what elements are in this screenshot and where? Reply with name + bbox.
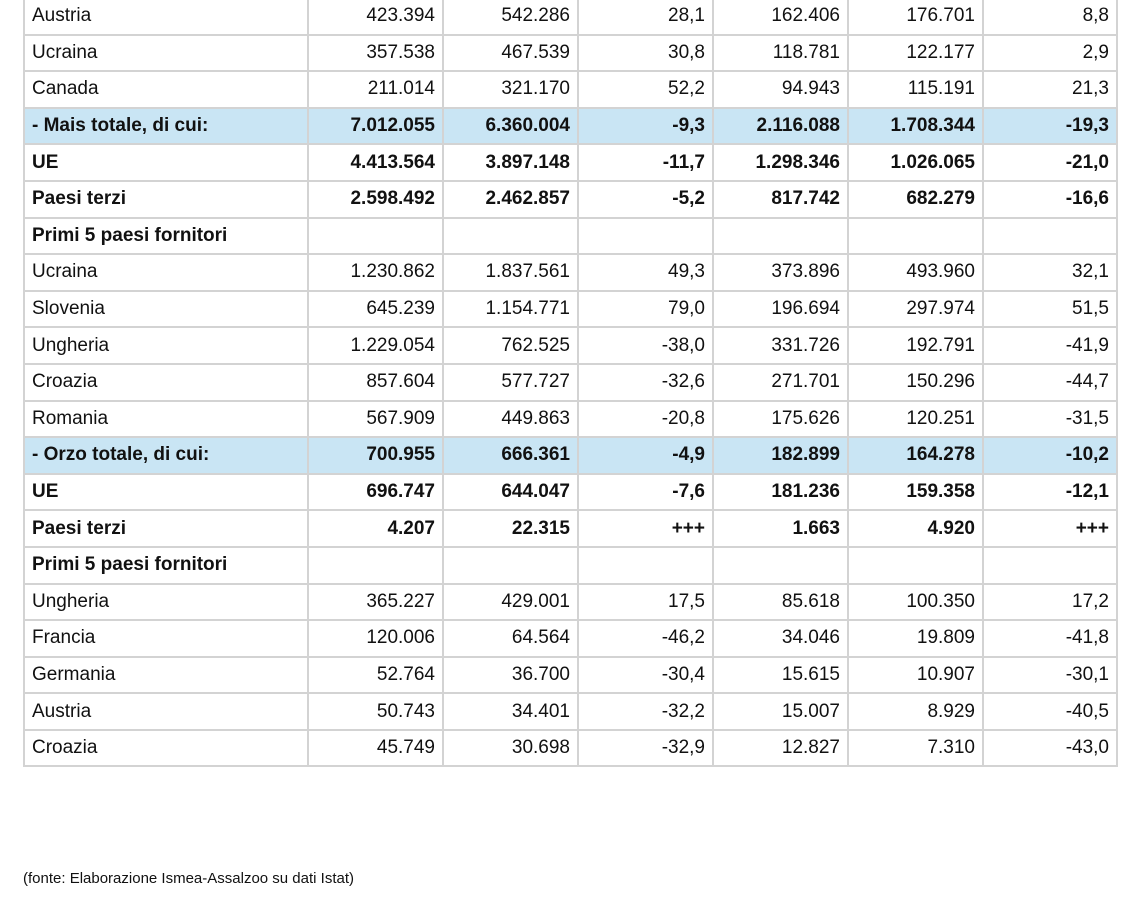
table-cell: 32,1 [983,254,1117,291]
table-cell: 762.525 [443,327,578,364]
table-row [24,657,1117,694]
table-row [24,730,1117,767]
table-cell: 211.014 [308,71,443,108]
table-cell: 493.960 [848,254,983,291]
table-cell: 1.663 [713,510,848,547]
table-cell [983,218,1117,255]
table-cell: 52,2 [578,71,713,108]
table-row [24,510,1117,547]
table-row [24,364,1117,401]
table-cell: 176.701 [848,0,983,35]
table-cell: 644.047 [443,474,578,511]
table-cell: -43,0 [983,730,1117,767]
table-cell: 817.742 [713,181,848,218]
table-cell: 45.749 [308,730,443,767]
table-cell: 321.170 [443,71,578,108]
table-cell: 162.406 [713,0,848,35]
table-cell: 6.360.004 [443,108,578,145]
table-cell: 120.251 [848,401,983,438]
table-cell: 857.604 [308,364,443,401]
row-label: Ucraina [24,35,308,72]
table-cell [848,547,983,584]
row-label: Germania [24,657,308,694]
table-cell: 36.700 [443,657,578,694]
row-label: Paesi terzi [24,181,308,218]
table-cell: -21,0 [983,144,1117,181]
table-cell: 7.012.055 [308,108,443,145]
table-cell: 50.743 [308,693,443,730]
table-cell: 150.296 [848,364,983,401]
table-cell: 682.279 [848,181,983,218]
table-cell: 175.626 [713,401,848,438]
row-label: Canada [24,71,308,108]
table-cell: 49,3 [578,254,713,291]
row-label: - Mais totale, di cui: [24,108,308,145]
table-cell: -12,1 [983,474,1117,511]
table-cell: 1.708.344 [848,108,983,145]
table-cell: 120.006 [308,620,443,657]
row-label: UE [24,474,308,511]
table-cell: 645.239 [308,291,443,328]
table-cell: -19,3 [983,108,1117,145]
table-row [24,35,1117,72]
table-cell: -9,3 [578,108,713,145]
table-cell: 100.350 [848,584,983,621]
table-cell: 1.026.065 [848,144,983,181]
row-label: Romania [24,401,308,438]
table-row [24,547,1117,584]
table-cell: -41,8 [983,620,1117,657]
table-cell: 17,2 [983,584,1117,621]
table-cell: 373.896 [713,254,848,291]
table-cell [578,547,713,584]
table-cell: +++ [578,510,713,547]
table-cell: 118.781 [713,35,848,72]
row-label: Primi 5 paesi fornitori [24,218,308,255]
table-cell: 271.701 [713,364,848,401]
table-cell [983,547,1117,584]
table-cell: 542.286 [443,0,578,35]
table-row [24,0,1117,35]
table-cell: 2.598.492 [308,181,443,218]
table-cell [308,218,443,255]
table-cell: -7,6 [578,474,713,511]
table-cell: 357.538 [308,35,443,72]
table-cell [443,218,578,255]
table-cell: -44,7 [983,364,1117,401]
table-row [24,401,1117,438]
table-cell: -32,6 [578,364,713,401]
table-cell: -41,9 [983,327,1117,364]
table-cell: 196.694 [713,291,848,328]
table-cell: 429.001 [443,584,578,621]
table-cell: 700.955 [308,437,443,474]
table-body [24,0,1117,766]
table-cell: 8.929 [848,693,983,730]
row-label: Primi 5 paesi fornitori [24,547,308,584]
table-cell: 122.177 [848,35,983,72]
table-cell: 2.116.088 [713,108,848,145]
table-cell: 30.698 [443,730,578,767]
table-row [24,181,1117,218]
import-data-table [23,0,1118,767]
table-cell: 8,8 [983,0,1117,35]
table-cell: 34.046 [713,620,848,657]
table-cell: 181.236 [713,474,848,511]
table-cell: 696.747 [308,474,443,511]
table-cell: 4.207 [308,510,443,547]
table-cell: 449.863 [443,401,578,438]
table-cell: 297.974 [848,291,983,328]
table-cell: 79,0 [578,291,713,328]
table-cell: -20,8 [578,401,713,438]
table-cell: 28,1 [578,0,713,35]
row-label: Austria [24,693,308,730]
table-cell: 164.278 [848,437,983,474]
row-label: Ucraina [24,254,308,291]
table-cell: 19.809 [848,620,983,657]
table-row [24,291,1117,328]
table-cell: 22.315 [443,510,578,547]
table-cell: 85.618 [713,584,848,621]
table-cell [578,218,713,255]
table-cell: -40,5 [983,693,1117,730]
table-row-total [24,437,1117,474]
table-cell: -16,6 [983,181,1117,218]
table-row [24,327,1117,364]
table-cell: 331.726 [713,327,848,364]
table-cell: 1.298.346 [713,144,848,181]
table-cell: 4.920 [848,510,983,547]
table-cell: 182.899 [713,437,848,474]
table-cell: 10.907 [848,657,983,694]
table-cell: 159.358 [848,474,983,511]
table-cell: 467.539 [443,35,578,72]
table-cell: -4,9 [578,437,713,474]
row-label: Paesi terzi [24,510,308,547]
table-cell: 666.361 [443,437,578,474]
table-cell [443,547,578,584]
table-cell: -5,2 [578,181,713,218]
table-cell: 64.564 [443,620,578,657]
table-cell: 52.764 [308,657,443,694]
row-label: UE [24,144,308,181]
table-cell [308,547,443,584]
table-cell: -32,9 [578,730,713,767]
table-cell: 1.154.771 [443,291,578,328]
table-cell: 423.394 [308,0,443,35]
table-cell: 1.230.862 [308,254,443,291]
table-cell: -10,2 [983,437,1117,474]
source-note: (fonte: Elaborazione Ismea-Assalzoo su dati Istat) [23,870,354,887]
table-cell: 30,8 [578,35,713,72]
table-cell: 2,9 [983,35,1117,72]
table-cell: 1.229.054 [308,327,443,364]
row-label: Ungheria [24,327,308,364]
table-row-total [24,108,1117,145]
table-cell: -31,5 [983,401,1117,438]
table-row [24,620,1117,657]
table-cell: 94.943 [713,71,848,108]
row-label: Ungheria [24,584,308,621]
table-cell: 577.727 [443,364,578,401]
table-cell: 192.791 [848,327,983,364]
table-row [24,693,1117,730]
table-cell: 15.007 [713,693,848,730]
table-cell: 34.401 [443,693,578,730]
table-cell: 2.462.857 [443,181,578,218]
table-cell: -32,2 [578,693,713,730]
table-cell: -30,4 [578,657,713,694]
table-cell: 4.413.564 [308,144,443,181]
table-cell: +++ [983,510,1117,547]
table-cell: -38,0 [578,327,713,364]
row-label: Croazia [24,730,308,767]
table-cell: 21,3 [983,71,1117,108]
table-row [24,71,1117,108]
table-cell: 3.897.148 [443,144,578,181]
table-cell: 1.837.561 [443,254,578,291]
row-label: - Orzo totale, di cui: [24,437,308,474]
table-cell [848,218,983,255]
table-row [24,144,1117,181]
table-cell: 365.227 [308,584,443,621]
table-cell: 17,5 [578,584,713,621]
row-label: Francia [24,620,308,657]
table-cell: 115.191 [848,71,983,108]
table-cell: 7.310 [848,730,983,767]
table-cell: 567.909 [308,401,443,438]
table-row [24,474,1117,511]
table-row [24,218,1117,255]
table-cell [713,218,848,255]
table-cell: -46,2 [578,620,713,657]
table-cell: 51,5 [983,291,1117,328]
table-row [24,584,1117,621]
table-cell [713,547,848,584]
table-cell: 15.615 [713,657,848,694]
table-cell: -11,7 [578,144,713,181]
table-row [24,254,1117,291]
row-label: Slovenia [24,291,308,328]
row-label: Croazia [24,364,308,401]
table-cell: 12.827 [713,730,848,767]
table-cell: -30,1 [983,657,1117,694]
row-label: Austria [24,0,308,35]
